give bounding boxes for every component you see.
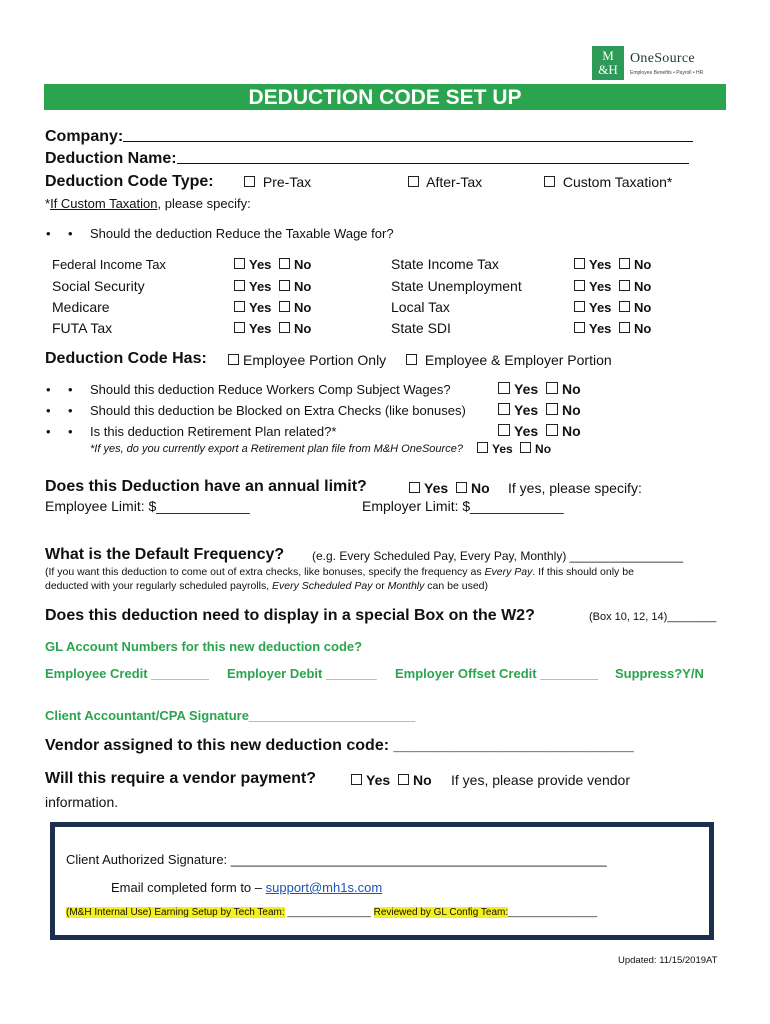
employee-limit-field[interactable]: Employee Limit: $____________ — [45, 498, 250, 514]
yes-no-retirement[interactable]: Yes No — [494, 423, 581, 439]
tax-state-unemployment: State Unemployment — [391, 278, 522, 294]
email-instruction: Email completed form to – support@mh1s.com — [111, 880, 383, 895]
tax-social-security: Social Security — [52, 278, 145, 294]
checkbox-icon[interactable] — [279, 280, 290, 291]
yes-no-vendor-payment[interactable]: Yes No — [347, 772, 432, 788]
yes-no-retirement-export[interactable]: Yes No — [473, 442, 551, 456]
code-has-label: Deduction Code Has: — [45, 350, 207, 367]
checkbox-icon[interactable] — [544, 176, 555, 187]
gl-heading: GL Account Numbers for this new deduction code? — [45, 639, 363, 654]
frequency-example-field[interactable]: (e.g. Every Scheduled Pay, Every Pay, Monthly) _________________ — [312, 549, 684, 563]
checkbox-icon[interactable] — [409, 482, 420, 493]
vendor-payment-followup-2: information. — [45, 794, 119, 810]
reduce-question: • • Should the deduction Reduce the Taxable Wage for? — [90, 226, 394, 241]
employer-debit-field[interactable]: Employer Debit _______ — [227, 666, 377, 681]
checkbox-icon[interactable] — [619, 301, 630, 312]
tax-futa: FUTA Tax — [52, 320, 113, 336]
vendor-payment-followup: If yes, please provide vendor — [451, 772, 630, 788]
checkbox-icon[interactable] — [279, 258, 290, 269]
checkbox-icon[interactable] — [234, 280, 245, 291]
deduction-code-type-label: Deduction Code Type: — [45, 173, 214, 190]
employee-employer-portion-option[interactable]: Employee & Employer Portion — [402, 352, 612, 368]
client-signature-field[interactable]: Client Authorized Signature: ____________________________________________________ — [66, 852, 607, 867]
tax-local: Local Tax — [391, 299, 450, 315]
page-title: DEDUCTION CODE SET UP — [44, 84, 726, 110]
checkbox-icon[interactable] — [574, 301, 585, 312]
internal-use-line[interactable]: _______________ — [284, 907, 374, 918]
checkbox-icon[interactable] — [279, 322, 290, 333]
checkbox-icon[interactable] — [234, 322, 245, 333]
workers-comp-question: • • Should this deduction Reduce Workers Comp Subject Wages? — [90, 382, 451, 397]
yes-no-federal[interactable]: Yes No — [230, 257, 311, 272]
yes-no-state-unemployment[interactable]: Yes No — [570, 279, 651, 294]
after-tax-option[interactable]: After-Tax — [404, 174, 482, 190]
checkbox-icon[interactable] — [574, 322, 585, 333]
company-logo — [592, 46, 732, 82]
checkbox-icon[interactable] — [234, 258, 245, 269]
reviewed-line[interactable]: ________________ — [508, 907, 598, 918]
checkbox-icon[interactable] — [244, 176, 255, 187]
reviewed-label: Reviewed by GL Config Team: — [373, 907, 509, 918]
yes-no-social-security[interactable]: Yes No — [230, 279, 311, 294]
checkbox-icon[interactable] — [398, 774, 409, 785]
checkbox-icon[interactable] — [619, 280, 630, 291]
annual-limit-followup: If yes, please specify: — [508, 480, 642, 496]
employee-credit-field[interactable]: Employee Credit ________ — [45, 666, 210, 681]
annual-limit-question: Does this Deduction have an annual limit? — [45, 478, 367, 495]
internal-use-label: (M&H Internal Use) Earning Setup by Tech Team: — [66, 907, 285, 918]
w2-box-question: Does this deduction need to display in a special Box on the W2? — [45, 607, 535, 624]
logo-mark: M &H — [592, 46, 624, 80]
checkbox-icon[interactable] — [619, 322, 630, 333]
frequency-note-line-1: (If you want this deduction to come out of extra checks, like bonuses, specify the frequency as Every Pay. If this should only be — [45, 566, 634, 578]
vendor-payment-question: Will this require a vendor payment? — [45, 770, 317, 787]
yes-no-state-sdi[interactable]: Yes No — [570, 321, 651, 336]
tax-state-sdi: State SDI — [391, 320, 451, 336]
checkbox-icon[interactable] — [234, 301, 245, 312]
checkbox-icon[interactable] — [574, 280, 585, 291]
checkbox-icon[interactable] — [574, 258, 585, 269]
logo-name: OneSource — [630, 51, 695, 66]
company-field[interactable] — [45, 128, 693, 146]
checkbox-icon[interactable] — [546, 382, 558, 394]
checkbox-icon[interactable] — [351, 774, 362, 785]
w2-box-field[interactable]: (Box 10, 12, 14)________ — [589, 611, 717, 623]
vendor-assigned-field[interactable]: Vendor assigned to this new deduction code: ___________________________ — [45, 737, 634, 754]
yes-no-medicare[interactable]: Yes No — [230, 300, 311, 315]
checkbox-icon[interactable] — [477, 442, 488, 453]
checkbox-icon[interactable] — [546, 424, 558, 436]
yes-no-futa[interactable]: Yes No — [230, 321, 311, 336]
checkbox-icon[interactable] — [619, 258, 630, 269]
checkbox-icon[interactable] — [228, 354, 239, 365]
checkbox-icon[interactable] — [279, 301, 290, 312]
checkbox-icon[interactable] — [498, 424, 510, 436]
frequency-note-line-2: deducted with your regularly scheduled payrolls, Every Scheduled Pay or Monthly can be used) — [45, 580, 489, 592]
employer-limit-field[interactable]: Employer Limit: $____________ — [362, 498, 564, 514]
retirement-export-note: *If yes, do you currently export a Retirement plan file from M&H OneSource? — [90, 443, 463, 455]
deduction-name-field[interactable] — [45, 150, 689, 168]
checkbox-icon[interactable] — [408, 176, 419, 187]
checkbox-icon[interactable] — [498, 403, 510, 415]
yes-no-state-income[interactable]: Yes No — [570, 257, 651, 272]
tax-medicare: Medicare — [52, 299, 110, 315]
logo-tagline: Employee Benefits • Payroll • HR — [630, 70, 704, 76]
tax-state-income: State Income Tax — [391, 256, 499, 272]
suppress-field[interactable]: Suppress?Y/N — [615, 666, 704, 681]
tax-federal-income: Federal Income Tax — [52, 257, 166, 272]
deduction-name-label: Deduction Name: — [45, 150, 177, 167]
blocked-extra-checks-question: • • Should this deduction be Blocked on Extra Checks (like bonuses) — [90, 403, 466, 418]
updated-date: Updated: 11/15/2019AT — [618, 955, 718, 966]
retirement-question: • • Is this deduction Retirement Plan related?* — [90, 424, 336, 439]
yes-no-annual-limit[interactable]: Yes No — [405, 480, 490, 496]
employee-portion-only-option[interactable]: Employee Portion Only — [224, 352, 386, 368]
checkbox-icon[interactable] — [546, 403, 558, 415]
custom-taxation-note: *If Custom Taxation, please specify: — [45, 196, 251, 211]
yes-no-workers-comp[interactable]: Yes No — [494, 381, 581, 397]
support-email-link[interactable]: support@mh1s.com — [265, 880, 383, 895]
frequency-question: What is the Default Frequency? — [45, 546, 285, 563]
checkbox-icon[interactable] — [520, 442, 531, 453]
yes-no-blocked[interactable]: Yes No — [494, 402, 581, 418]
company-label: Company: — [45, 128, 124, 145]
checkbox-icon[interactable] — [456, 482, 467, 493]
internal-use-row — [66, 907, 597, 918]
pre-tax-option[interactable]: Pre-Tax — [240, 174, 311, 190]
checkbox-icon[interactable] — [498, 382, 510, 394]
employer-offset-credit-field[interactable]: Employer Offset Credit ________ — [395, 666, 599, 681]
yes-no-local[interactable]: Yes No — [570, 300, 651, 315]
custom-taxation-option[interactable]: Custom Taxation* — [540, 174, 672, 190]
cpa-signature-field[interactable]: Client Accountant/CPA Signature_______________________ — [45, 708, 416, 723]
checkbox-icon[interactable] — [406, 354, 417, 365]
